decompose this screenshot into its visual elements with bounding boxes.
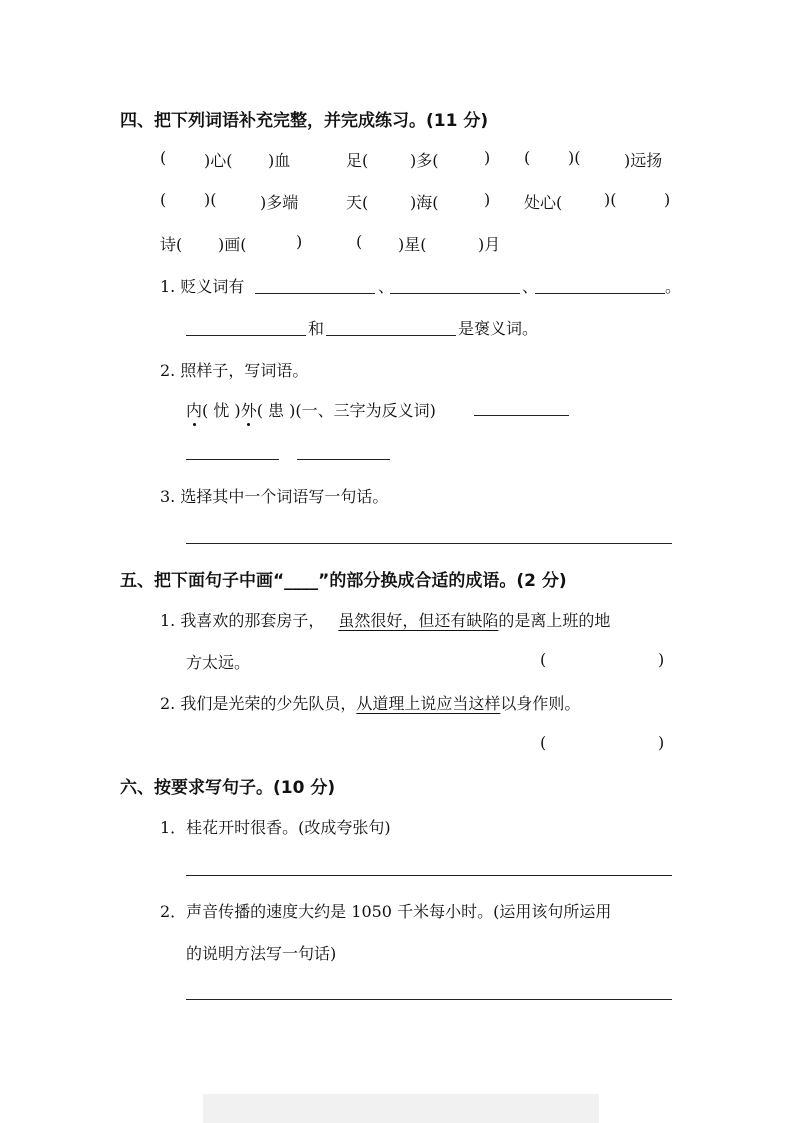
sentence-text: 的是离上班的地	[498, 611, 611, 630]
s5-q1-line2: 方太远。	[186, 653, 251, 672]
example-note: (一、三字为反义词)	[295, 401, 436, 420]
blank-text: )(	[604, 190, 617, 209]
underlined-phrase: 虽然很好，但还有缺陷	[338, 611, 499, 630]
blank-text: (	[160, 190, 167, 209]
example-char: 内	[186, 398, 202, 421]
blank-text: )多(	[410, 151, 439, 170]
section-5-title: 五、把下面句子中画“____”的部分换成合适的成语。(2 分)	[120, 571, 567, 591]
blank-text: 天(	[346, 193, 369, 212]
blank-text: )海(	[410, 193, 439, 212]
blank-text: )	[664, 190, 671, 209]
answer-paren-open[interactable]: (	[540, 733, 547, 752]
underlined-phrase: 从道理上说应当这样	[356, 694, 501, 713]
s6-q2-line2: 的说明方法写一句话)	[186, 944, 337, 963]
answer-line[interactable]	[186, 543, 672, 544]
answer-line[interactable]	[474, 415, 569, 416]
answer-line[interactable]	[255, 293, 375, 294]
blank-text: (	[356, 232, 363, 251]
answer-paren-close[interactable]: )	[658, 650, 665, 669]
answer-line[interactable]	[186, 875, 672, 876]
answer-line[interactable]	[186, 459, 279, 460]
blank-text: )血	[268, 151, 291, 170]
separator: 、	[522, 277, 539, 296]
footer-bar	[203, 1094, 599, 1123]
q2-label: 2. 照样子，写词语。	[160, 361, 309, 380]
blank-pair	[160, 148, 166, 167]
blank-text: )	[484, 148, 491, 167]
example-paren: ( 患 )	[256, 401, 296, 420]
answer-line[interactable]	[186, 335, 306, 336]
q1-label: 1. 贬义词有	[160, 277, 245, 296]
blank-text: 处心(	[524, 193, 563, 212]
answer-paren-open[interactable]: (	[540, 650, 547, 669]
answer-line[interactable]	[297, 459, 390, 460]
example-char: 外	[241, 398, 257, 421]
s5-q2-line1	[160, 691, 580, 714]
example-paren: ( 忧 )	[202, 401, 241, 420]
sentence-text: 1. 我喜欢的那套房子，	[160, 611, 325, 630]
separator: 、	[378, 277, 395, 296]
blank-text: )心(	[204, 151, 233, 170]
q3-label: 3. 选择其中一个词语写一句话。	[160, 487, 389, 506]
answer-paren-close[interactable]: )	[658, 733, 665, 752]
blank-text: )画(	[218, 235, 247, 254]
blank-text: (	[524, 148, 531, 167]
blank-text: 诗(	[160, 235, 183, 254]
blank-text: )星(	[398, 235, 427, 254]
paren-open: (	[160, 148, 167, 167]
answer-line[interactable]	[390, 293, 520, 294]
blank-text: )(	[568, 148, 581, 167]
section-6-title: 六、按要求写句子。(10 分)	[120, 778, 336, 798]
answer-line[interactable]	[326, 335, 456, 336]
blank-text: )远扬	[624, 151, 663, 170]
q2-example	[186, 398, 436, 421]
blank-text: )	[484, 190, 491, 209]
blank-text: )月	[478, 235, 501, 254]
q1-tail: 是褒义词。	[458, 319, 539, 338]
answer-line[interactable]	[535, 293, 665, 294]
s6-q2-line1: 2．声音传播的速度大约是 1050 千米每小时。(运用该句所运用	[160, 902, 612, 921]
blank-text: )	[296, 232, 303, 251]
section-4-title: 四、把下列词语补充完整，并完成练习。(11 分)	[120, 111, 489, 131]
blank-text: )多端	[260, 193, 299, 212]
s5-q1-line1	[160, 608, 610, 631]
and-text: 和	[308, 319, 325, 338]
answer-line[interactable]	[186, 999, 672, 1000]
blank-text: 足(	[346, 151, 369, 170]
period: 。	[665, 277, 682, 296]
s6-q1: 1．桂花开时很香。(改成夸张句)	[160, 818, 391, 837]
sentence-text: 以身作则。	[500, 694, 581, 713]
sentence-text: 2. 我们是光荣的少先队员，	[160, 694, 357, 713]
blank-text: )(	[204, 190, 217, 209]
